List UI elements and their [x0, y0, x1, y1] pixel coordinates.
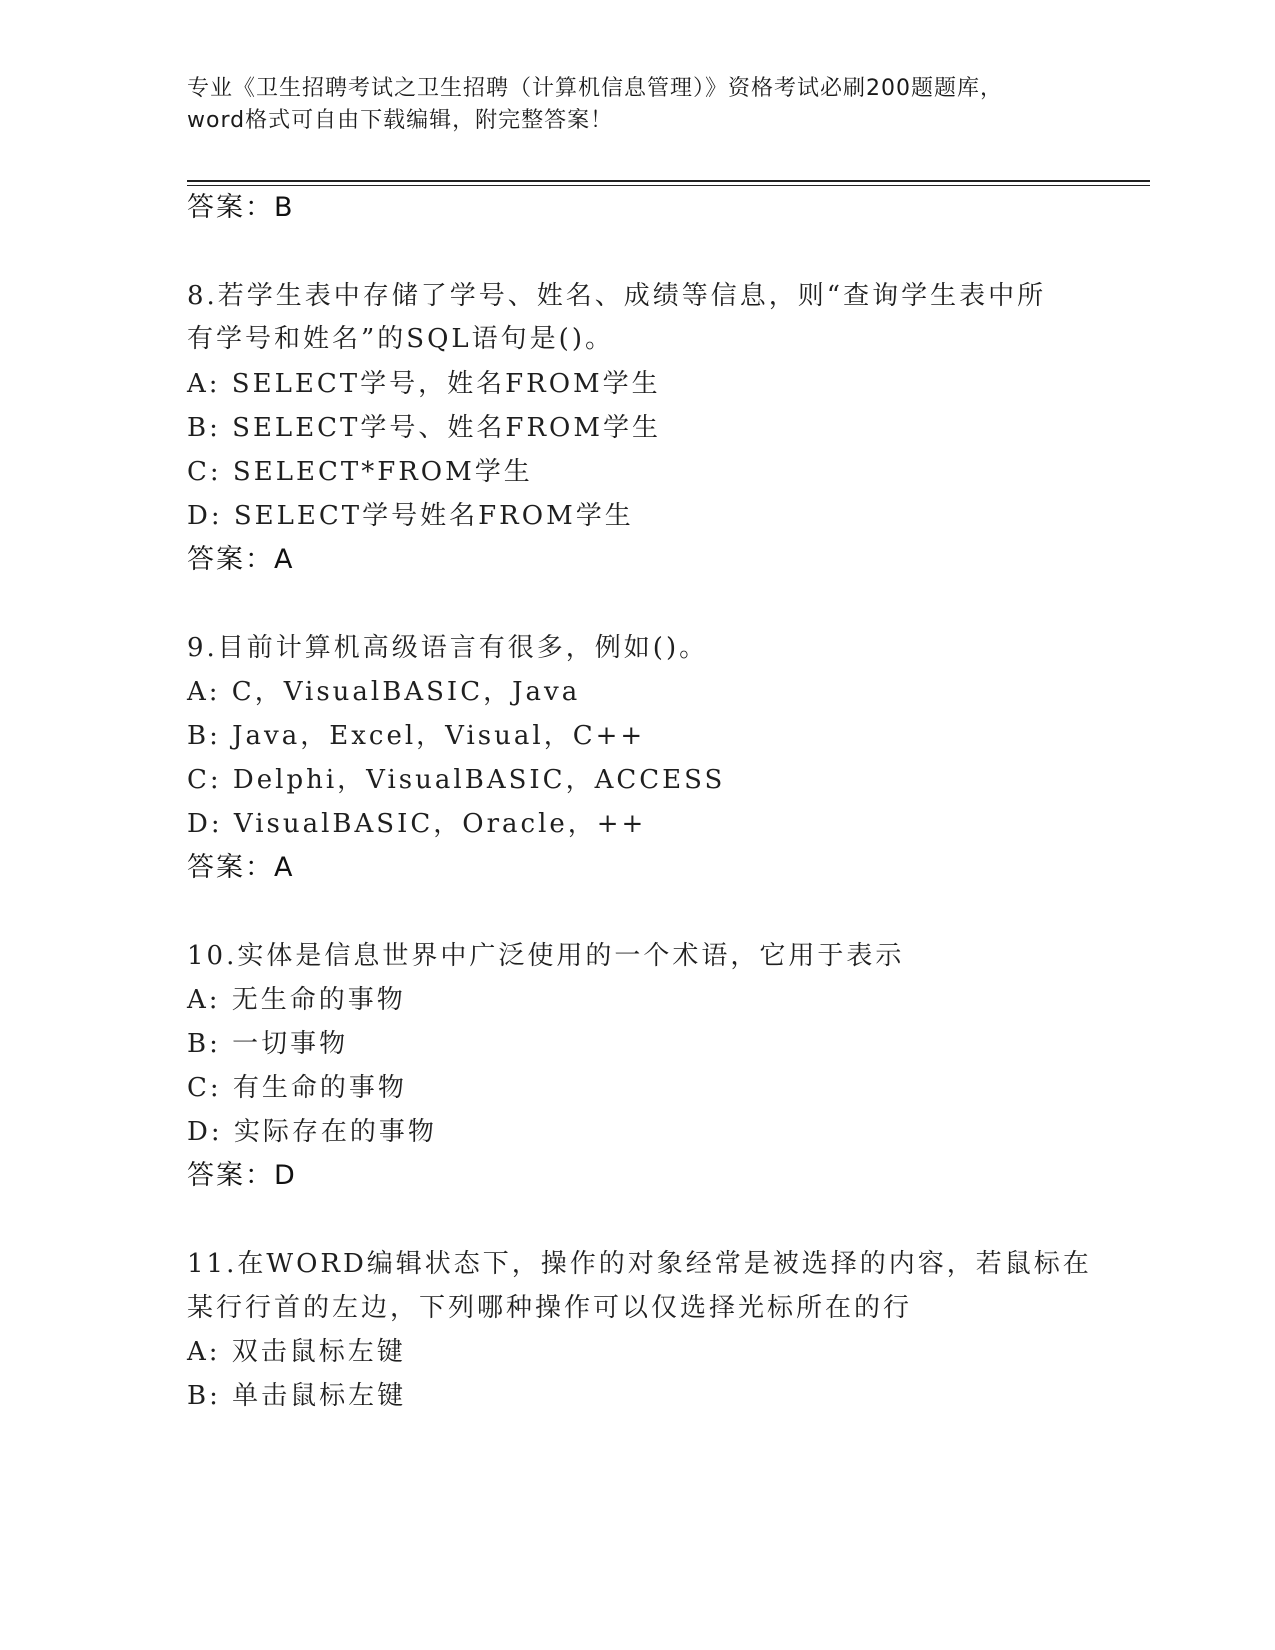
- question-10-option-d: D: 实际存在的事物: [187, 1117, 437, 1147]
- question-9-option-c: C: Delphi，VisualBASIC，ACCESS: [187, 765, 726, 795]
- question-10-option-b: B: 一切事物: [187, 1029, 349, 1059]
- header-divider-thick: [187, 180, 1150, 182]
- question-8-option-d: D: SELECT学号姓名FROM学生: [187, 501, 634, 531]
- question-8-answer: 答案：A: [187, 544, 295, 575]
- question-9-answer: 答案：A: [187, 852, 295, 883]
- question-9-option-b: B: Java，Excel，Visual，C++: [187, 721, 646, 751]
- question-11-option-a: A: 双击鼠标左键: [187, 1337, 406, 1367]
- question-10-option-a: A: 无生命的事物: [187, 985, 406, 1015]
- question-8-option-b: B: SELECT学号、姓名FROM学生: [187, 413, 661, 443]
- header-title-line-1: 专业《卫生招聘考试之卫生招聘（计算机信息管理）》资格考试必刷200题题库，: [187, 76, 1003, 101]
- question-8-stem-line-2: 有学号和姓名”的SQL语句是()。: [187, 324, 614, 354]
- question-10-option-c: C: 有生命的事物: [187, 1073, 407, 1103]
- question-9-stem-line-1: 9.目前计算机高级语言有很多，例如()。: [187, 633, 709, 663]
- question-8-option-c: C: SELECT*FROM学生: [187, 457, 533, 487]
- question-11-stem-line-1: 11.在WORD编辑状态下，操作的对象经常是被选择的内容，若鼠标在: [187, 1249, 1092, 1279]
- question-8-stem-line-1: 8.若学生表中存储了学号、姓名、成绩等信息，则“查询学生表中所: [187, 281, 1047, 311]
- question-9-option-a: A: C，VisualBASIC，Java: [187, 677, 581, 707]
- question-11-option-b: B: 单击鼠标左键: [187, 1381, 407, 1411]
- question-10-stem-line-1: 10.实体是信息世界中广泛使用的一个术语，它用于表示: [187, 941, 905, 971]
- header-divider-thin: [187, 185, 1150, 186]
- document-header: [187, 73, 1087, 137]
- question-9-option-d: D: VisualBASIC，Oracle，++: [187, 809, 647, 839]
- previous-answer: 答案：B: [187, 192, 295, 223]
- question-11-stem-line-2: 某行行首的左边，下列哪种操作可以仅选择光标所在的行: [187, 1293, 913, 1323]
- header-title-line-2: word格式可自由下载编辑，附完整答案！: [187, 108, 614, 133]
- question-10-answer: 答案：D: [187, 1160, 297, 1191]
- question-8-option-a: A: SELECT学号，姓名FROM学生: [187, 369, 661, 399]
